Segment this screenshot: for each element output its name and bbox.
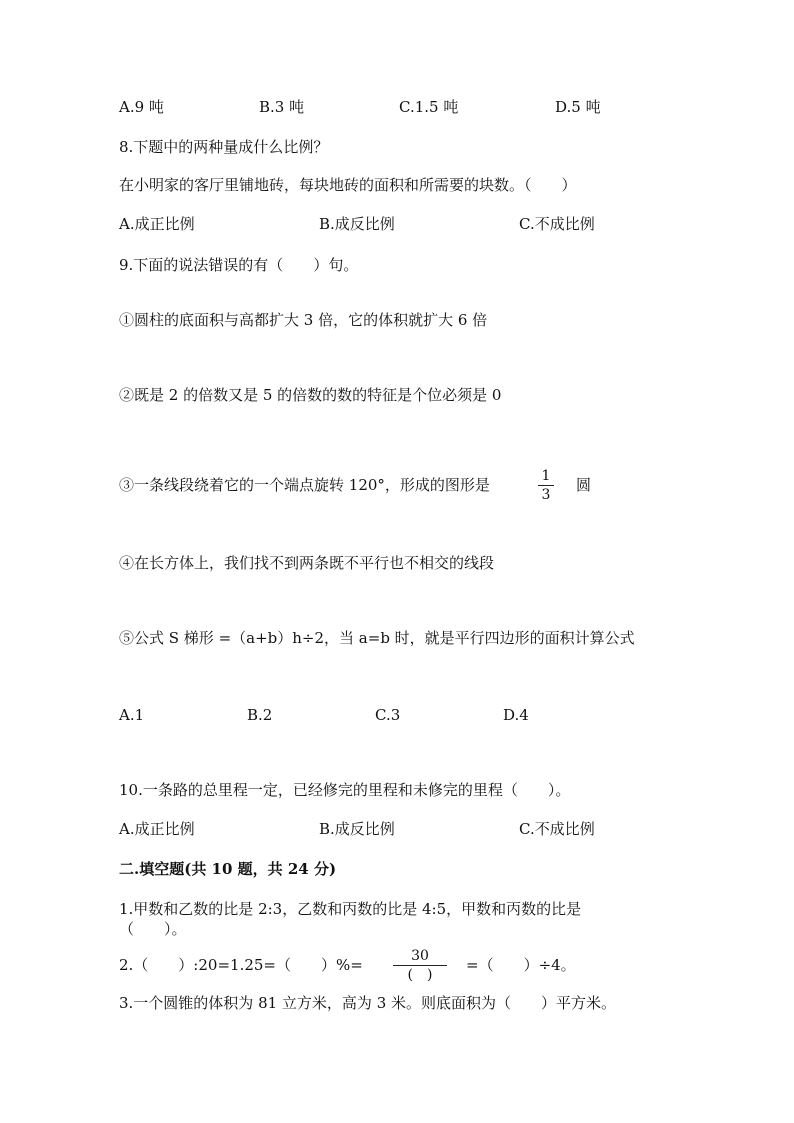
fill-2-text-end: =（ ）÷4。 xyxy=(466,956,576,974)
fill-1-line-2: （ ）。 xyxy=(119,920,187,938)
q9-statement-3-text: ③一条线段绕着它的一个端点旋转 120°，形成的图形是 xyxy=(119,476,490,494)
q7-option-a: A.9 吨 xyxy=(119,98,164,116)
fill-2-fraction-numerator: 30 xyxy=(411,948,429,964)
q9-option-b: B.2 xyxy=(247,706,273,724)
q8-option-a: A.成正比例 xyxy=(119,215,195,233)
q9-statement-5: ⑤公式 S 梯形 =（a+b）h÷2，当 a=b 时，就是平行四边形的面积计算公式 xyxy=(119,629,635,647)
q9-statement-4: ④在长方体上，我们找不到两条既不平行也不相交的线段 xyxy=(119,554,495,572)
q9-option-a: A.1 xyxy=(119,706,145,724)
q7-option-b: B.3 吨 xyxy=(259,98,305,116)
q10-option-a: A.成正比例 xyxy=(119,820,195,838)
fill-2-fraction-bar xyxy=(393,965,447,966)
fill-1-line-1: 1.甲数和乙数的比是 2:3，乙数和丙数的比是 4:5，甲数和丙数的比是 xyxy=(119,900,582,918)
q8-option-b: B.成反比例 xyxy=(319,215,395,233)
q9-option-c: C.3 xyxy=(375,706,401,724)
q9-title: 9.下面的说法错误的有（ ）句。 xyxy=(119,256,359,274)
section-heading: 二.填空题(共 10 题，共 24 分) xyxy=(119,860,337,878)
q9-statement-1: ①圆柱的底面积与高都扩大 3 倍，它的体积就扩大 6 倍 xyxy=(119,311,488,329)
fill-2-text: 2.（ ）:20=1.25=（ ）%= xyxy=(119,956,363,974)
q8-title: 8.下题中的两种量成什么比例？ xyxy=(119,138,329,156)
q9-option-d: D.4 xyxy=(503,706,529,724)
q9-statement-2: ②既是 2 的倍数又是 5 的倍数的数的特征是个位必须是 0 xyxy=(119,386,502,404)
q9-statement-3-end: 圆 xyxy=(576,476,592,494)
q8-option-c: C.不成比例 xyxy=(519,215,595,233)
fill-2-fraction-denominator: ( ) xyxy=(407,967,433,983)
q10-option-c: C.不成比例 xyxy=(519,820,595,838)
q10-title: 10.一条路的总里程一定，已经修完的里程和未修完的里程（ ）。 xyxy=(119,781,571,799)
q7-option-d: D.5 吨 xyxy=(555,98,601,116)
fill-3-text: 3.一个圆锥的体积为 81 立方米，高为 3 米。则底面积为（ ）平方米。 xyxy=(119,994,617,1012)
q9-fraction-bar xyxy=(538,485,554,486)
q10-option-b: B.成反比例 xyxy=(319,820,395,838)
q7-option-c: C.1.5 吨 xyxy=(399,98,459,116)
q9-fraction-numerator: 1 xyxy=(541,468,551,484)
q8-body: 在小明家的客厅里铺地砖，每块地砖的面积和所需要的块数。（ ） xyxy=(119,176,577,194)
q9-fraction-denominator: 3 xyxy=(541,487,551,503)
